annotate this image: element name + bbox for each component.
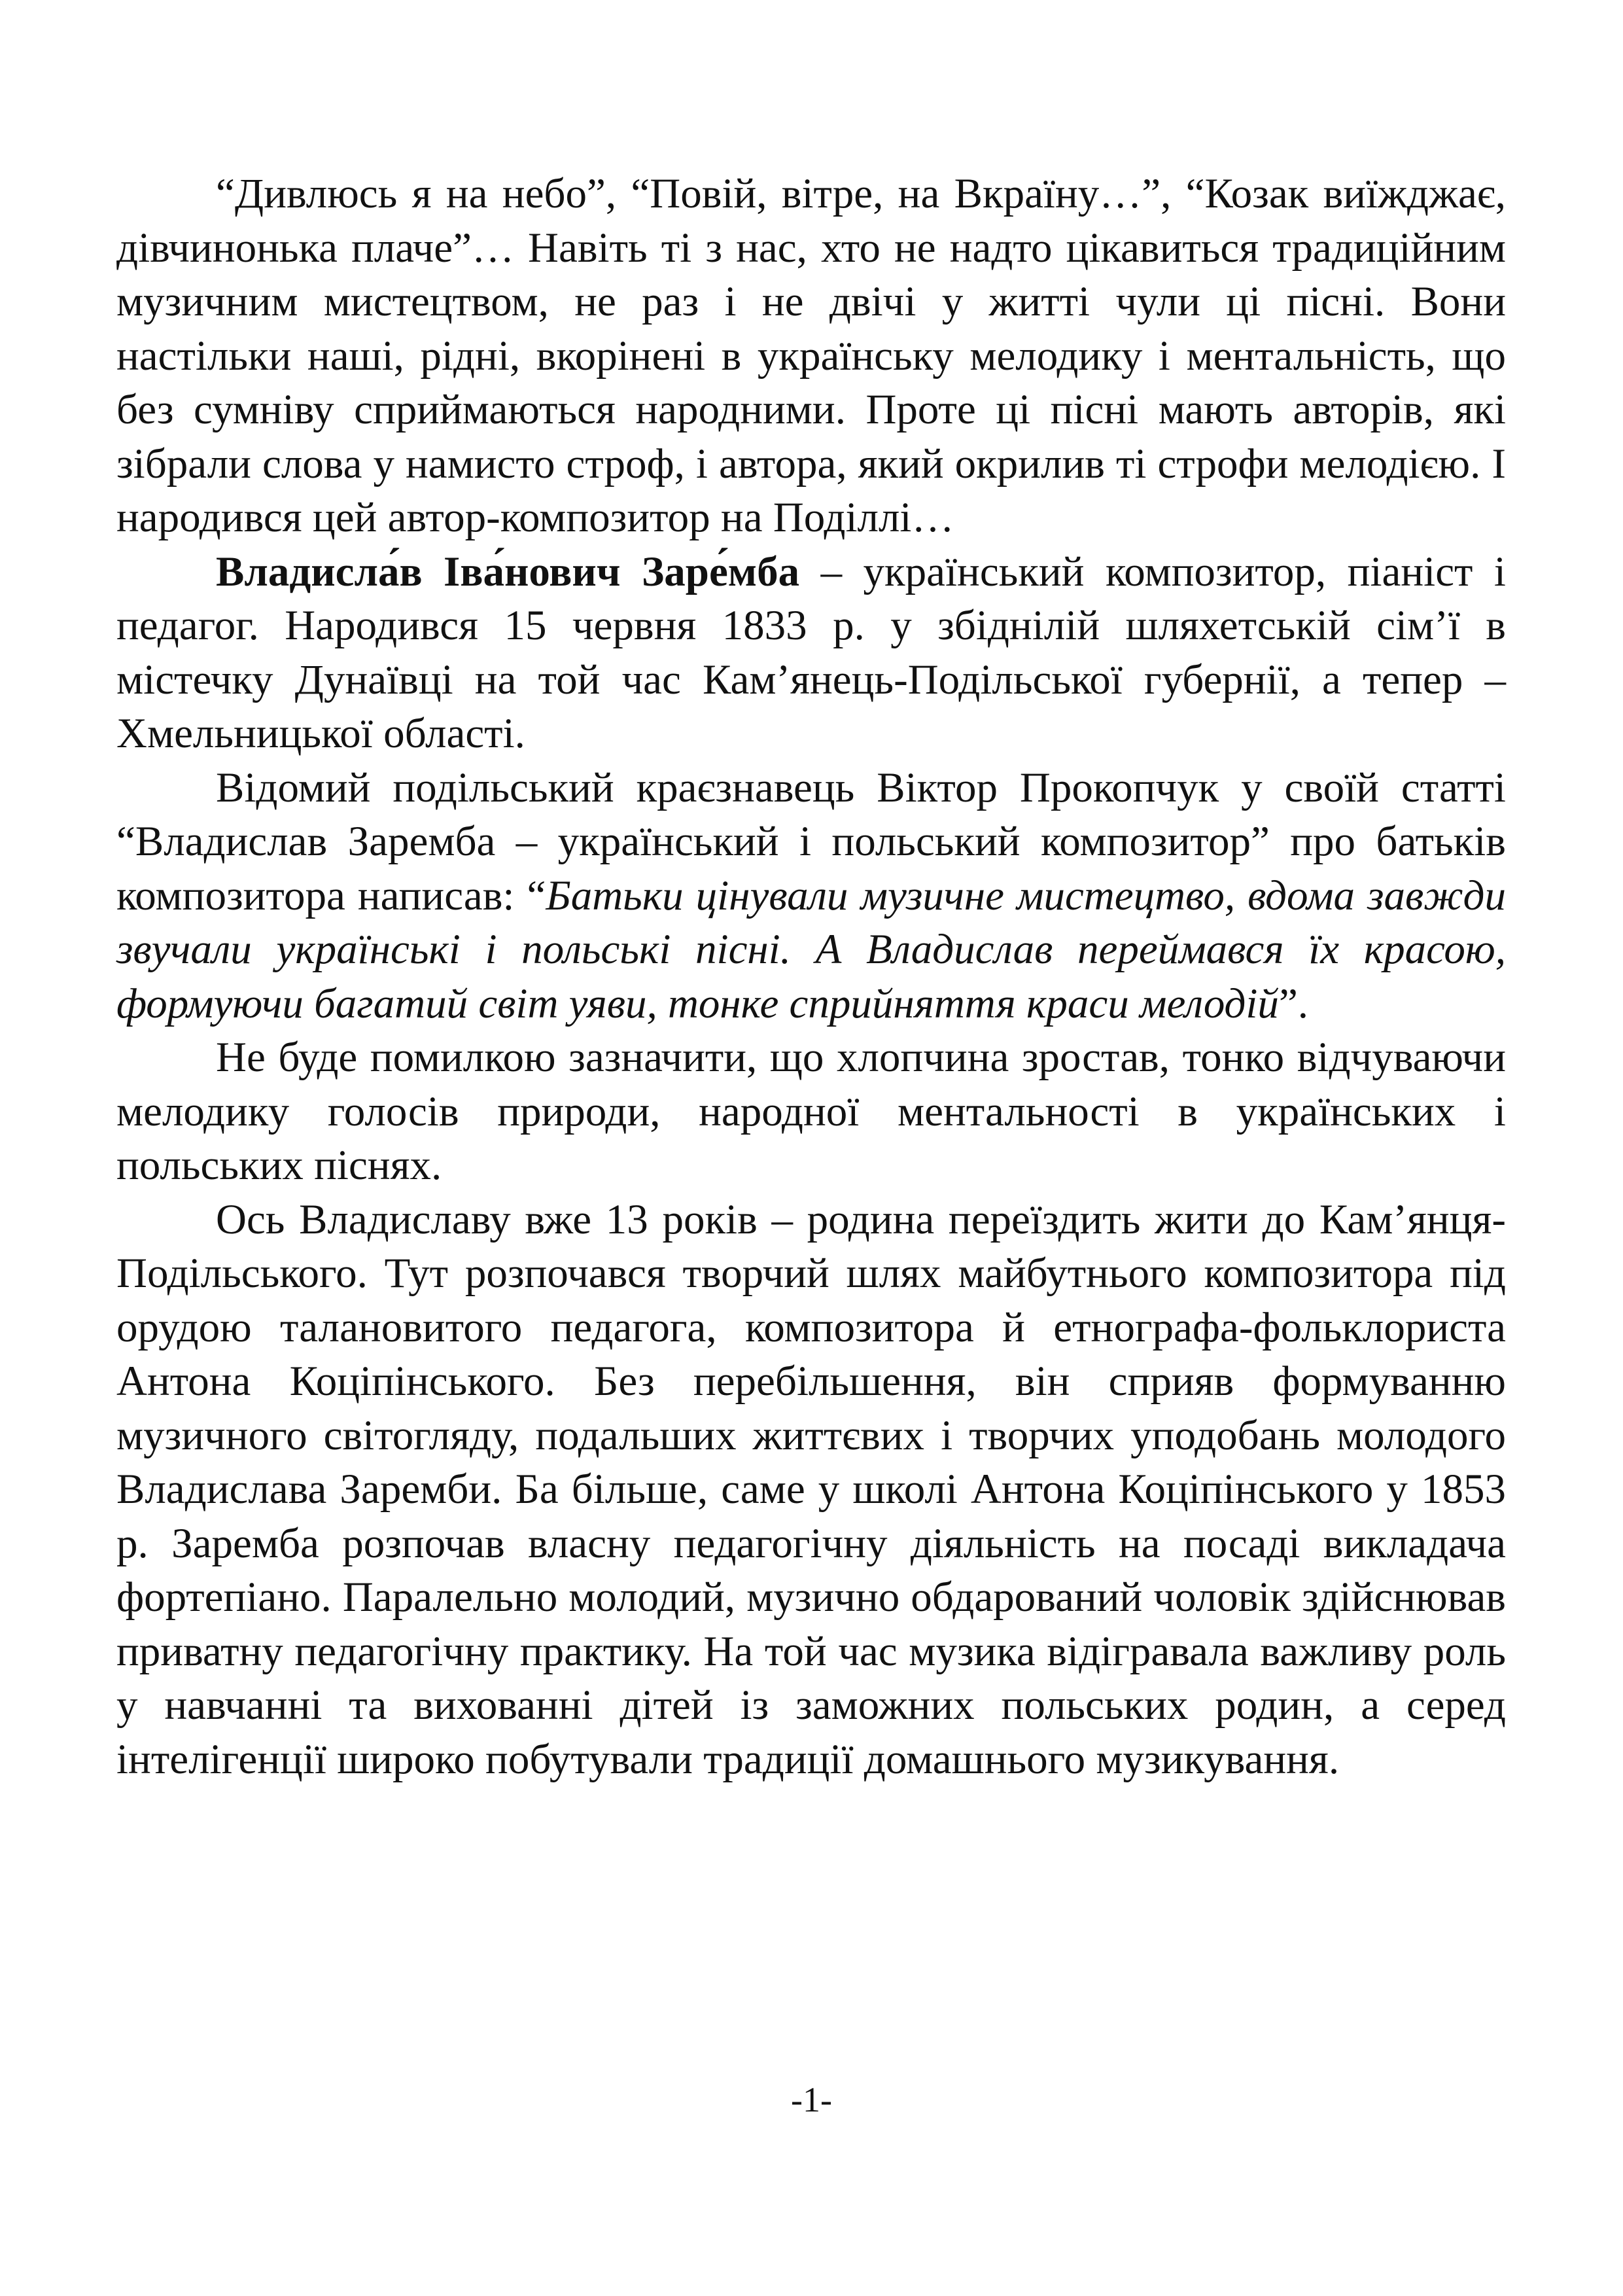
paragraph-quote [116, 761, 1506, 1031]
document-body [116, 167, 1506, 1786]
paragraph-biography [116, 545, 1506, 761]
quote-intro: Відомий подільський краєзнавець Віктор Прокопчук у своїй статті “Владислав Заремба – український і польський композитор” про батьків композитора написав: “ [116, 764, 1506, 919]
composer-name: Владисла́в Іва́нович Заре́мба [216, 548, 800, 595]
paragraph-childhood: Не буде помилкою зазначити, що хлопчина зростав, тонко відчуваючи мелодику голосів природи, народної ментальності в українських і польських піснях. [116, 1034, 1506, 1189]
paragraph-kamianets: Ось Владиславу вже 13 років – родина переїздить жити до Кам’янця-Подільського. Тут розпочався творчий шлях майбутнього композитора під орудою талановитого педагога, композитора й етнографа-фольклориста Антона Коціпінського. Без перебільшення, він сприяв формуванню музичного світогляду, подальших життєвих і творчих уподобань молодого Владислава Заремби. Ба більше, саме у школі Антона Коціпінського у 1853 р. Заремба розпочав власну педагогічну діяльність на посаді викладача фортепіано. Паралельно молодий, музично обдарований чоловік здійснював приватну педагогічну практику. На той час музика відігравала важливу роль у навчанні та вихованні дітей із заможних польських родин, а серед інтелігенції широко побутували традиції домашнього музикування. [116, 1195, 1506, 1783]
page-number: -1- [791, 2080, 832, 2119]
paragraph-intro: “Дивлюсь я на небо”, “Повій, вітре, на Вкраїну…”, “Козак виїжджає, дівчинонька плаче”… Навіть ті з нас, хто не надто цікавиться традиційним музичним мистецтвом, не раз і не двічі у житті чули ці пісні. Вони настільки наші, рідні, вкорінені в українську мелодику і ментальність, що без сумніву сприймаються народними. Проте ці пісні мають авторів, які зібрали слова у намисто строф, і автора, який окрилив ті строфи мелодією. І народився цей автор-композитор на Поділлі… [116, 170, 1506, 541]
quote-end: ”. [1278, 980, 1309, 1027]
quote-text: Батьки цінували музичне мистецтво, вдома завжди звучали українські і польські пісні. А Владислав переймався їх красою, формуючи багатий світ уяви, тонке сприйняття краси мелодій [116, 872, 1506, 1027]
biography-text: – український композитор, піаніст і педагог. Народився 15 червня 1833 р. у збіднілій шляхетській сім’ї в містечку Дунаївці на той час Кам’янець-Подільської губернії, а тепер – Хмельницької області. [116, 548, 1506, 757]
